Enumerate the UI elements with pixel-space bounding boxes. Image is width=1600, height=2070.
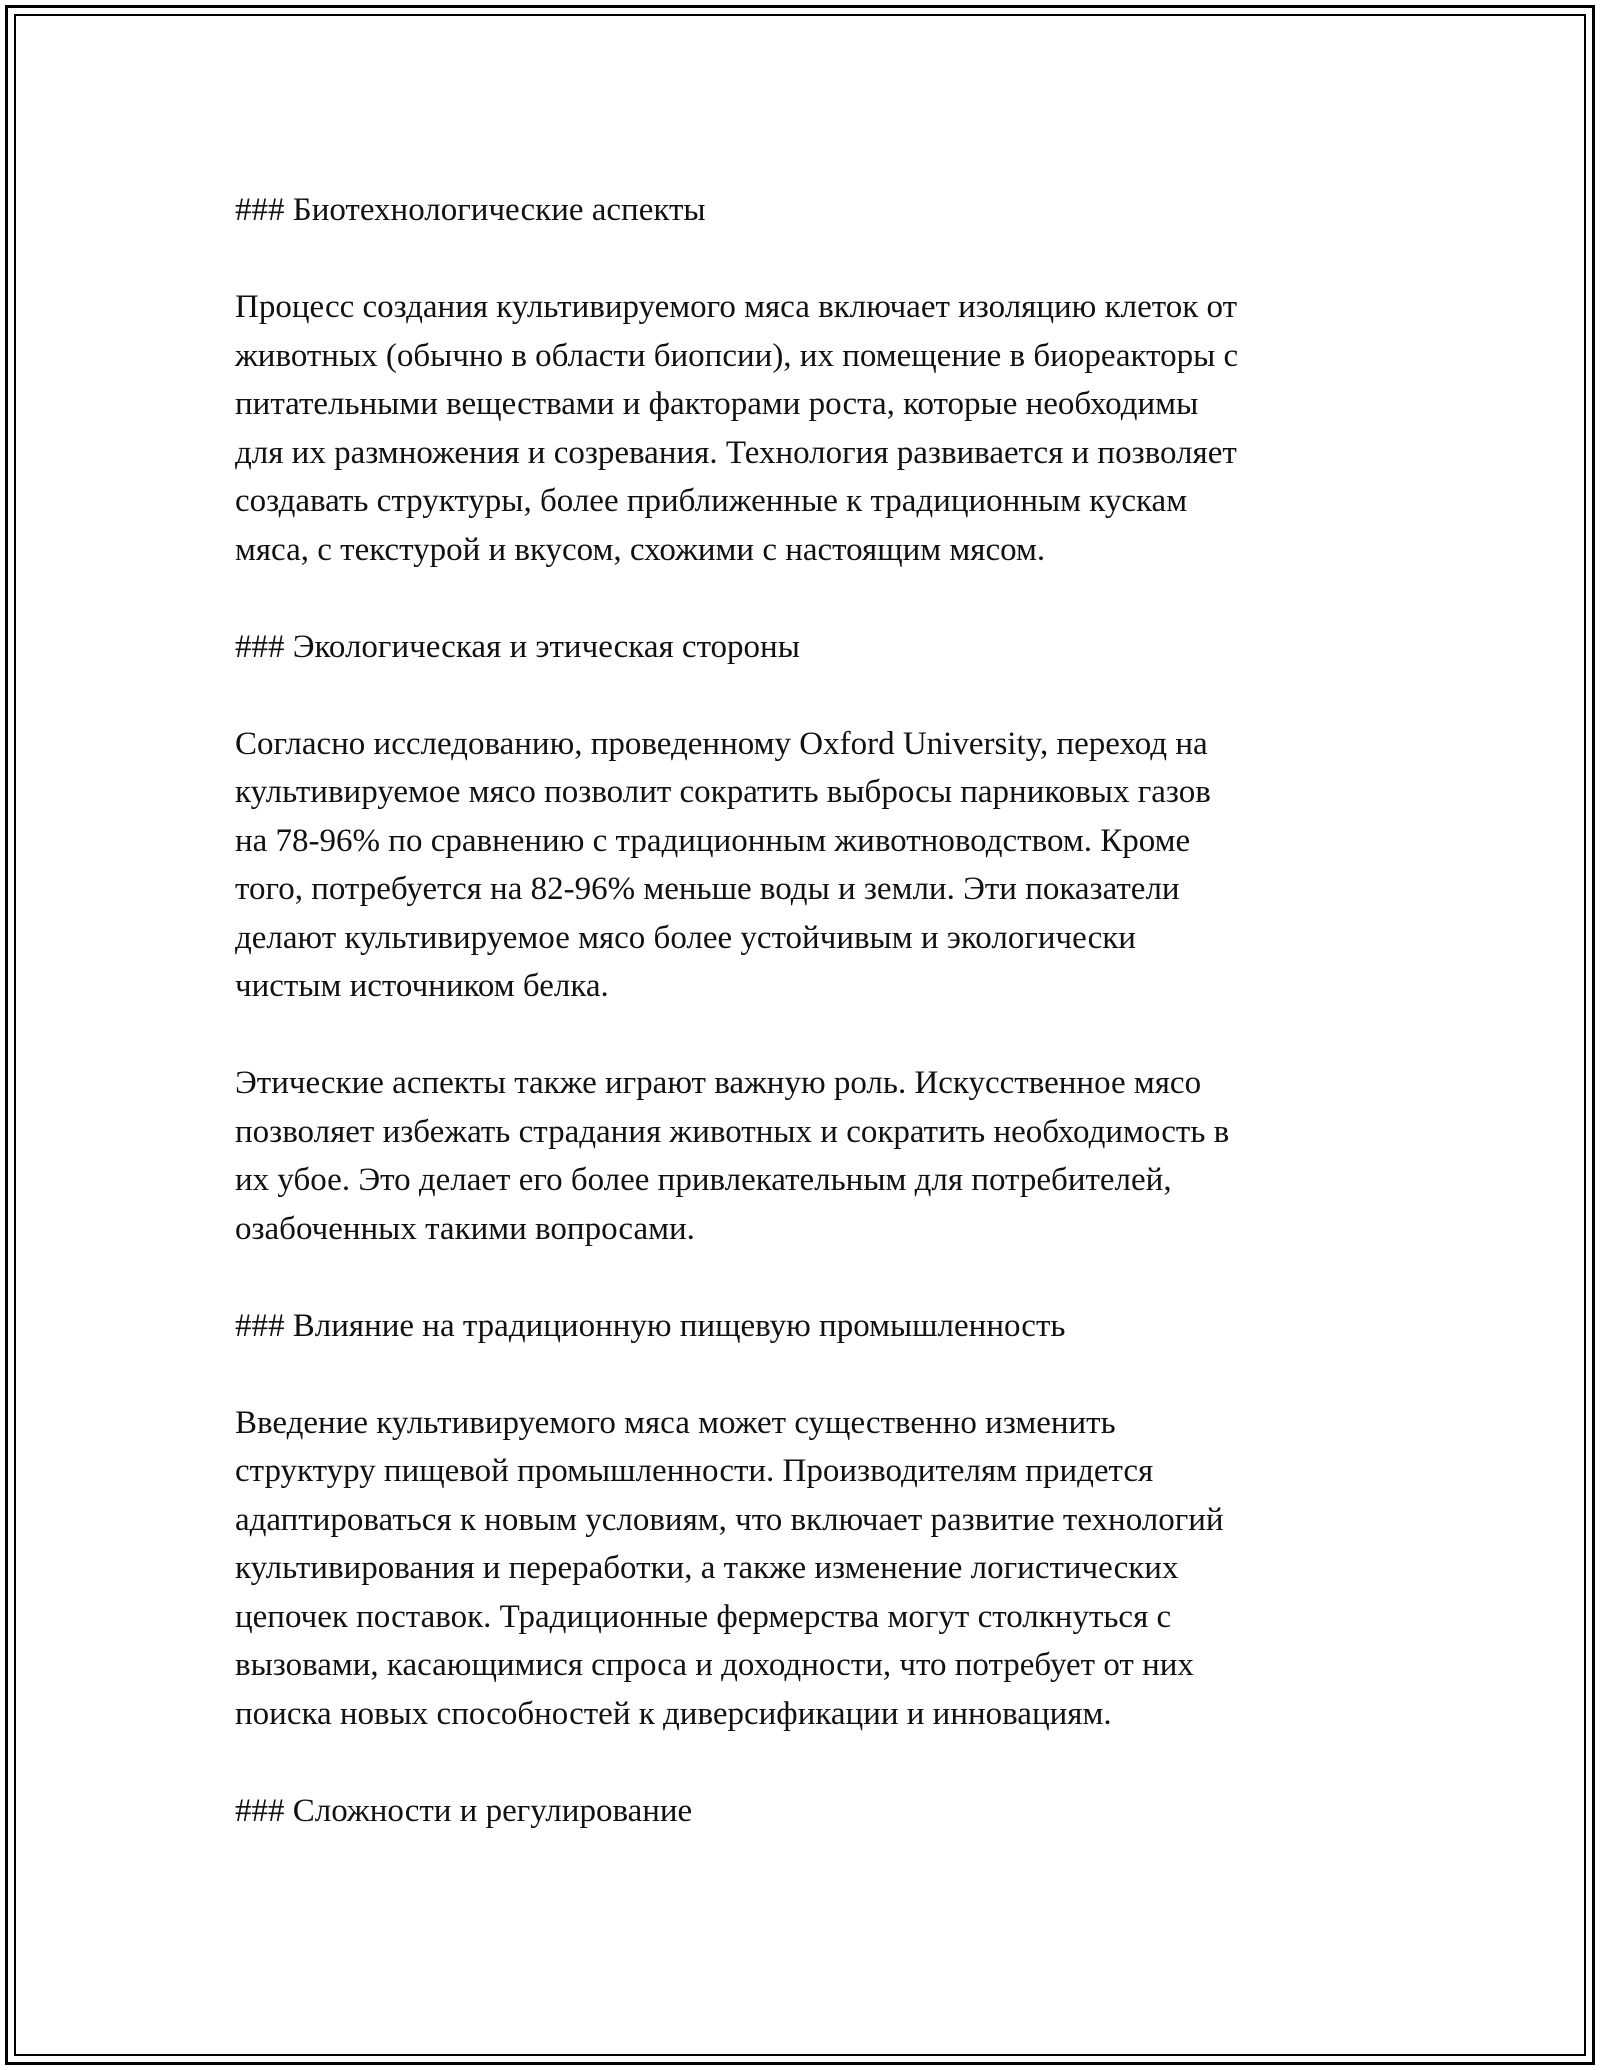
paragraph-line: Согласно исследованию, проведенному Oxford University, переход на (235, 725, 1208, 762)
paragraph-line: Этические аспекты также играют важную роль. Искусственное мясо (235, 1065, 1202, 1101)
paragraph-ethics (235, 1059, 1365, 1253)
paragraph-line: Введение культивируемого мяса может существенно изменить (235, 1404, 1116, 1441)
paragraph-line: цепочек поставок. Традиционные фермерства могут столкнуться с (235, 1598, 1172, 1635)
paragraph-line: создавать структуры, более приближенные к традиционным кускам (235, 483, 1188, 519)
paragraph-line: структуру пищевой промышленности. Производителям придется (235, 1453, 1154, 1489)
heading-line: ### Биотехнологические аспекты (235, 192, 706, 228)
paragraph-biotech-process (235, 283, 1365, 574)
section-heading-biotech (235, 186, 1365, 235)
paragraph-line: делают культивируемое мясо более устойчивым и экологически (235, 919, 1136, 956)
paragraph-line: культивирования и переработки, а также изменение логистических (235, 1550, 1179, 1586)
paragraph-line: того, потребуется на 82-96% меньше воды и земли. Эти показатели (235, 871, 1180, 907)
section-heading-ecology-ethics (235, 623, 1365, 672)
paragraph-line: на 78-96% по сравнению с традиционным животноводством. Кроме (235, 822, 1191, 859)
document-body (235, 186, 1365, 1884)
section-heading-regulation (235, 1787, 1365, 1836)
paragraph-ecology (235, 720, 1365, 1011)
paragraph-line: для их размножения и созревания. Технология развивается и позволяет (235, 434, 1237, 471)
paragraph-line: их убое. Это делает его более привлекательным для потребителей, (235, 1162, 1172, 1198)
paragraph-line: питательными веществами и факторами роста, которые необходимы (235, 386, 1199, 422)
paragraph-line: мяса, с текстурой и вкусом, схожими с настоящим мясом. (235, 531, 1046, 568)
paragraph-line: адаптироваться к новым условиям, что включает развитие технологий (235, 1501, 1224, 1538)
paragraph-line: вызовами, касающимися спроса и доходности, что потребует от них (235, 1647, 1194, 1683)
paragraph-line: поиска новых способностей к диверсификации и инновациям. (235, 1695, 1112, 1732)
paragraph-industry-impact (235, 1399, 1365, 1739)
paragraph-line: чистым источником белка. (235, 968, 609, 1004)
paragraph-line: культивируемое мясо позволит сократить выбросы парниковых газов (235, 774, 1211, 810)
heading-line: ### Экологическая и этическая стороны (235, 628, 800, 665)
paragraph-line: животных (обычно в области биопсии), их помещение в биореакторы с (235, 337, 1239, 374)
section-heading-industry-impact (235, 1302, 1365, 1351)
paragraph-line: озабоченных такими вопросами. (235, 1210, 695, 1247)
paragraph-line: позволяет избежать страдания животных и сократить необходимость в (235, 1113, 1230, 1150)
heading-line: ### Влияние на традиционную пищевую промышленность (235, 1307, 1066, 1344)
paragraph-line: Процесс создания культивируемого мяса включает изоляцию клеток от (235, 289, 1237, 325)
heading-line: ### Сложности и регулирование (235, 1792, 693, 1829)
